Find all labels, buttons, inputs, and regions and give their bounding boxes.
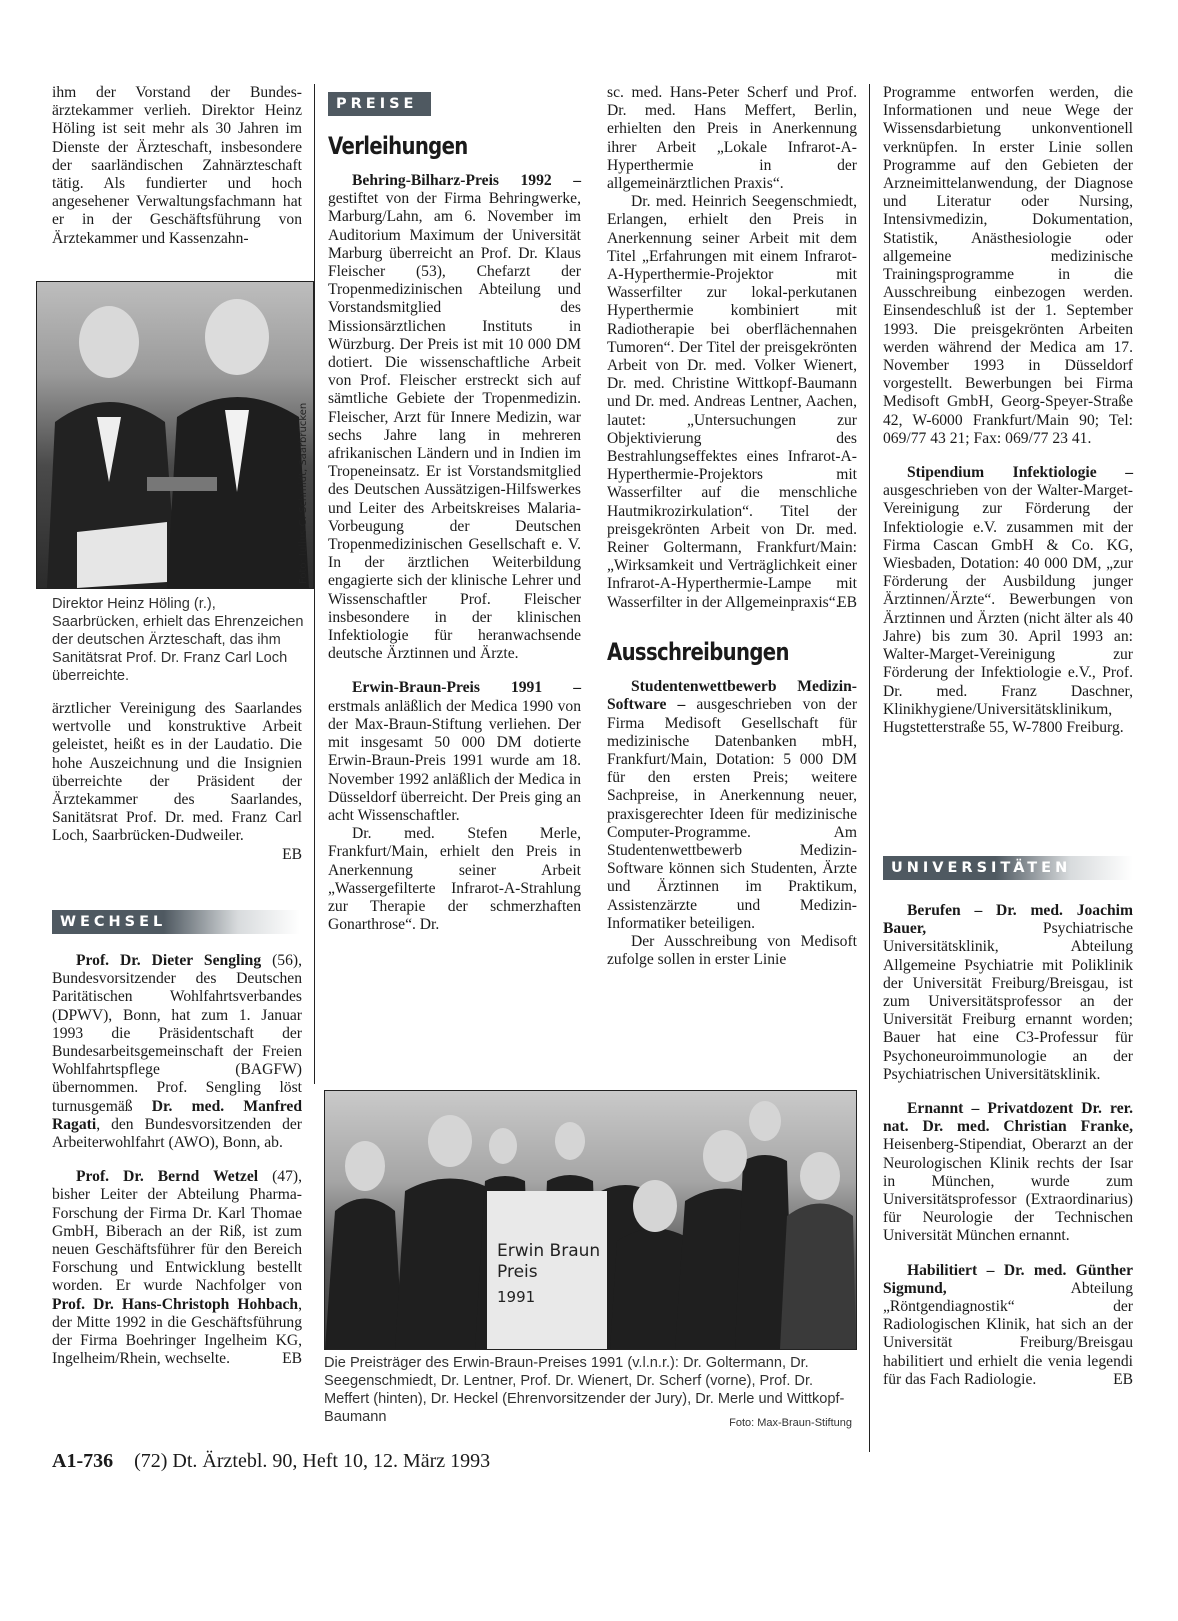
photo-hoeling-figures [37, 282, 313, 588]
university-entry-3-text: Abteilung „Röntgendiagnostik“ der Radiologischen Klinik, hat sich an der Universität Freiburg/Breisgau habilitiert und erhielt die venia legendi für das Fach Radiologie. [883, 1279, 1133, 1388]
col3-signature: EB [837, 593, 857, 611]
wechsel-entry-1-text: (56), Bundesvorsitzender des Deutschen Paritätischen Wohlfahrtsverbandes (DPWV), Bonn, hat zum 1. Januar 1993 die Präsidentschaft der Bundesarbeitsgemeinschaft der Freien Wohlfahrtspflege (BAGFW) übernommen. Prof. Sengling löst turnusgemäß [52, 952, 302, 1115]
wechsel-entry-1-name: Prof. Dr. Dieter Sengling [76, 952, 262, 969]
photo-hoeling-credit: Foto: Iulius C. Schmidt, Saarbrücken [298, 402, 309, 584]
preise-label-bar [328, 92, 438, 116]
award-1-title: Behring-Bilharz-Preis 1992 – [352, 172, 581, 189]
heading-verleihungen: Verleihungen [328, 132, 468, 160]
column-1-lower [52, 700, 302, 864]
wechsel-section [52, 952, 302, 1369]
tender-1-paragraph-2: Der Ausschreibung von Medisoft zufolge sollen in erster Linie [607, 932, 857, 969]
wechsel-label-bar [52, 910, 300, 934]
wechsel-entry-2-text: (47), bisher Leiter der Abteilung Pharma-Forschung der Firma Dr. Karl Thomae GmbH, Biberach an der Riß, ist zum neuen Geschäftsführer für den Bereich Forschung und Entwicklung bestellt worden. Er wurde Nachfolger von [52, 1168, 302, 1295]
spacer [883, 448, 1133, 464]
photo-hoeling-caption: Direktor Heinz Höling (r.), Saarbrücken, erhielt das Ehrenzeichen der deutschen Ärzteschaft, das ihm Sanitätsrat Prof. Dr. Franz Carl Loch überreichte. [52, 596, 304, 684]
wechsel-entry-2-signature: EB [282, 1350, 302, 1368]
university-entry-3 [883, 1262, 1133, 1389]
tender-2 [883, 464, 1133, 737]
wechsel-entry-2 [52, 1168, 302, 1368]
column-3 [607, 84, 857, 969]
tender-2-title: Stipendium Infektiologie – [907, 464, 1133, 482]
section-label-universitaeten: UNIVERSITÄTEN [891, 860, 1072, 876]
spacer [883, 1246, 1133, 1262]
lectern-line-1: Erwin Braun [497, 1241, 601, 1261]
award-2-title: Erwin-Braun-Preis 1991 – [352, 679, 581, 697]
wechsel-entry-2-text-2: , der Mitte 1992 in die Geschäftsführung der Firma Boehringer Ingelheim KG, Ingelheim/Rhein, wechselte. [52, 1295, 302, 1368]
photo-erwin-braun-preis [324, 1090, 857, 1350]
photo-hoeling [36, 281, 314, 589]
tender-1-title: Studentenwettbewerb Medizin-Software – [607, 678, 857, 714]
footer-page-code: A1-736 [52, 1450, 114, 1472]
photo-erwin-braun-caption [324, 1354, 852, 1432]
university-entry-3-title: Habilitiert – Dr. med. Günther Sigmund, [883, 1261, 1133, 1297]
col3-paragraph-1: sc. med. Hans-Peter Scherf und Prof. Dr. med. Hans Meffert, Berlin, erhielten den Preis in Anerkennung ihrer Arbeit „Lokale Infrarot-A-Hyperthermie in der allgemeinärztlichen Praxis“. [607, 84, 857, 193]
column-1 [52, 84, 302, 248]
award-2 [328, 679, 581, 825]
column-2 [328, 122, 581, 934]
photo-erwin-braun-caption-text: Die Preisträger des Erwin-Braun-Preises 1991 (v.l.n.r.): Dr. Goltermann, Dr. Seegenschmiedt, Dr. Lentner, Prof. Dr. Wienert, Dr. Scherf (vorne), Prof. Dr. Meffert (hinten), Dr. Heckel (Ehrenvorsitzender der Jury), Dr. Merle und Wittkopf-Baumann [324, 1355, 845, 1425]
university-entry-1-text: Psychiatrische Universitätsklinik, Abteilung Allgemeine Psychiatrie mit Poliklinik der Universität Freiburg/Breisgau, ist zum Universitätsprofessor an der Universität Freiburg ernannt worden; Bauer hat eine C3-Professur für Psychoneuroimmunologie an der Psychiatrischen Universitätsklinik. [883, 920, 1133, 1083]
col4-paragraph-1: Programme entworfen werden, die Informationen und neue Wege der Wissensdarbietung unkonventionell verknüpfen. In erster Linie sollen Programme auf den Gebieten der Arzneimittelanwendung, der Diagnose und Literatur oder Nursing, Intensivmedizin, Dokumentation, Statistik, Anästhesiologie oder allgemeine medizinische Trainingsprogramme in die Ausschreibung einbezogen werden. Einsendeschluß ist der 1. September 1993. Die preisgekrönten Arbeiten werden während der Medica am 17. November 1993 in Düsseldorf vorgestellt. Bewerbungen bei Firma Medisoft GmbH, Georg-Speyer-Straße 42, W-6000 Frankfurt/Main 90; Tel: 069/77 43 21; Fax: 069/77 23 41. [883, 84, 1133, 447]
spacer [52, 1152, 302, 1168]
wechsel-entry-1-name-2: Dr. med. Manfred Ragati [52, 1097, 303, 1133]
university-entry-2-text: Heisenberg-Stipendiat, Oberarzt an der Neurologischen Klinik rechts der Isar in München, wurde zum Universitätsprofessor (Extraordinarius) für Neurologie der Technischen Universität München ernannt. [883, 1136, 1133, 1245]
award-1 [328, 172, 581, 663]
wechsel-entry-2-name-2: Prof. Dr. Hans-Christoph Hohbach [52, 1295, 299, 1313]
spacer [883, 1084, 1133, 1100]
universitaeten-section [883, 902, 1133, 1389]
universitaeten-label-bar [883, 856, 1133, 880]
award-2-paragraph-2: Dr. med. Stefen Merle, Frankfurt/Main, erhielt den Preis in Anerkennung seiner Arbeit „Wassergefilterte Infrarot-A-Strahlung zur Therapie der schmerzhaften Gonarthrose“. Dr. [328, 825, 581, 934]
photo-group-figures [325, 1091, 856, 1349]
col1-paragraph-1: ihm der Vorstand der Bundes-ärztekammer verlieh. Direktor Heinz Höling ist seit mehr als 30 Jahren im Dienste der Ärzteschaft, insbesondere der saarländischen Zahnärzteschaft tätig. Als fundierter und hoch angesehener Verwaltungsfachmann hat er in der Geschäftsführung von Ärztekammer und Kassenzahn- [52, 84, 302, 247]
award-2-text: erstmals anläßlich der Medica 1990 von der Max-Braun-Stiftung verliehen. Der mit insgesamt 50 000 DM dotierte Erwin-Braun-Preis 1991 wurde am 18. November 1992 anläßlich der Medica in Düsseldorf überreicht. Der Preis ging an acht Wissenschaftler. [328, 697, 581, 824]
column-rule-1 [314, 84, 315, 1084]
lectern-line-3: 1991 [497, 1288, 536, 1306]
tender-1-text: ausgeschrieben von der Firma Medisoft Gesellschaft für medizinische Datenbanken mbH, Frankfurt/Main, Dotation: 5 000 DM für den ersten Preis; weitere Sachpreise, in Anerkennung neuer, praxisgerechter Ideen für medizinische Computer-Programme. Am Studentenwettbewerb Medizin-Software können sich Studenten, Ärzte und Ärztinnen im Praktikum, Assistenzärzte und Medizin-Informatiker beteiligen. [607, 696, 858, 932]
heading-ausschreibungen: Ausschreibungen [607, 638, 789, 667]
award-1-text: gestiftet von der Firma Behringwerke, Marburg/Lahn, am 6. November im Auditorium Maximum der Universität Marburg überreicht an Prof. Dr. Klaus Fleischer (53), Chefarzt der Tropenmedizinischen Abteilung und Vorstandsmitglied des Missionsärztlichen Instituts in Würzburg. Der Preis ist mit 10 000 DM dotiert. Die wissenschaftliche Arbeit von Prof. Fleischer erstreckt sich auf sämtliche Gebiete der Tropenmedizin. Fleischer, Arzt für Innere Medizin, war sechs Jahre lang in mehreren afrikanischen Ländern und in Indien im Tropeneinsatz. Er ist Vorstandsmitglied des Deutschen Aussätzigen-Hilfswerkes und Leiter des Arbeitskreises Malaria-Vorbeugung der Deutschen Tropenmedizinischen Gesellschaft e. V. In der ärztlichen Weiterbildung engagierte sich der klinische Lehrer und Wissenschaftler Prof. Fleischer insbesondere in der klinischen Infektiologie für heranwachsende deutsche Ärztinnen und Ärzte. [328, 190, 581, 663]
col3-paragraph-2: Dr. med. Heinrich Seegenschmiedt, Erlangen, erhielt den Preis in Anerkennung seiner Arbeit mit dem Titel „Erfahrungen mit einem Infrarot-A-Hyperthermie-Projektor mit Wasserfilter zur lokal-perkutanen Hyperthermie kombiniert mit Radiotherapie bei oberflächennahen Tumoren“. Der Titel der preisgekrönten Arbeit von Dr. med. Volker Wienert, Dr. med. Christine Wittkopf-Baumann und Dr. med. Andreas Lentner, Aachen, lautet: „Untersuchungen zur Objektivierung des Bestrahlungseffektes eines Infrarot-A-Hyperthermie-Projektors mit Wasserfilter auf die menschliche Hautmikrozirkulation“. Titel der preisgekrönten Arbeit von Dr. med. Reiner Goltermann, Frankfurt/Main: „Wirksamkeit und Verträglichkeit einer Infrarot-A-Hyperthermie-Lampe mit Wasserfilter in der Allgemeinpraxis“. [607, 193, 857, 611]
column-4 [883, 84, 1133, 737]
wechsel-entry-2-name: Prof. Dr. Bernd Wetzel [76, 1168, 259, 1186]
section-label-wechsel: WECHSEL [60, 914, 167, 930]
tender-1 [607, 678, 857, 933]
university-entry-3-signature: EB [1113, 1371, 1133, 1389]
footer-journal: (72) Dt. Ärztebl. 90, Heft 10, 12. März 1993 [134, 1450, 491, 1472]
university-entry-2 [883, 1100, 1133, 1246]
column-rule-2 [869, 84, 870, 1452]
page-footer [52, 1450, 490, 1473]
col1-signature: EB [282, 845, 302, 863]
wechsel-entry-1 [52, 952, 302, 1152]
wechsel-entry-1-text-2: , den Bundesvorsitzenden der Arbeiterwohlfahrt (AWO), Bonn, ab. [52, 1115, 302, 1152]
university-entry-1-title: Berufen – Dr. med. Joachim Bauer, [883, 902, 1133, 938]
photo-erwin-braun-credit: Foto: Max-Braun-Stiftung [729, 1417, 852, 1429]
lectern-sign [497, 1241, 600, 1308]
spacer [328, 663, 581, 679]
lectern-line-2: Preis [497, 1262, 538, 1282]
col1-paragraph-2: ärztlicher Vereinigung des Saarlandes wertvolle und konstruktive Arbeit geleistet, heißt es in der Laudatio. Die hohe Auszeichnung und die Insignien überreichte der Präsident der Ärztekammer des Saarlandes, Sanitätsrat Prof. Dr. med. Franz Carl Loch, Saarbrücken-Dudweiler. [52, 700, 302, 845]
university-entry-2-title: Ernannt – Privatdozent Dr. rer. nat. Dr. med. Christian Franke, [883, 1100, 1133, 1136]
section-label-preise: PREISE [328, 92, 431, 116]
tender-2-text: ausgeschrieben von der Walter-Marget-Vereinigung zur Förderung der Infektiologie e.V. zusammen mit der Firma Cascan GmbH & Co. KG, Wiesbaden, Dotation: 40 000 DM, „zur Förderung der Ausbildung junger Ärztinnen/Ärzte“. Bewerbungen von Ärztinnen und Ärzten (nicht älter als 40 Jahre) bis zum 30. April 1993 an: Walter-Marget-Vereinigung zur Förderung der Infektiologie e.V., Prof. Dr. med. Franz Daschner, Klinikhygiene/Universitätsklinikum, Hugstetterstraße 55, W-7800 Freiburg. [883, 482, 1133, 736]
university-entry-1 [883, 902, 1133, 1084]
